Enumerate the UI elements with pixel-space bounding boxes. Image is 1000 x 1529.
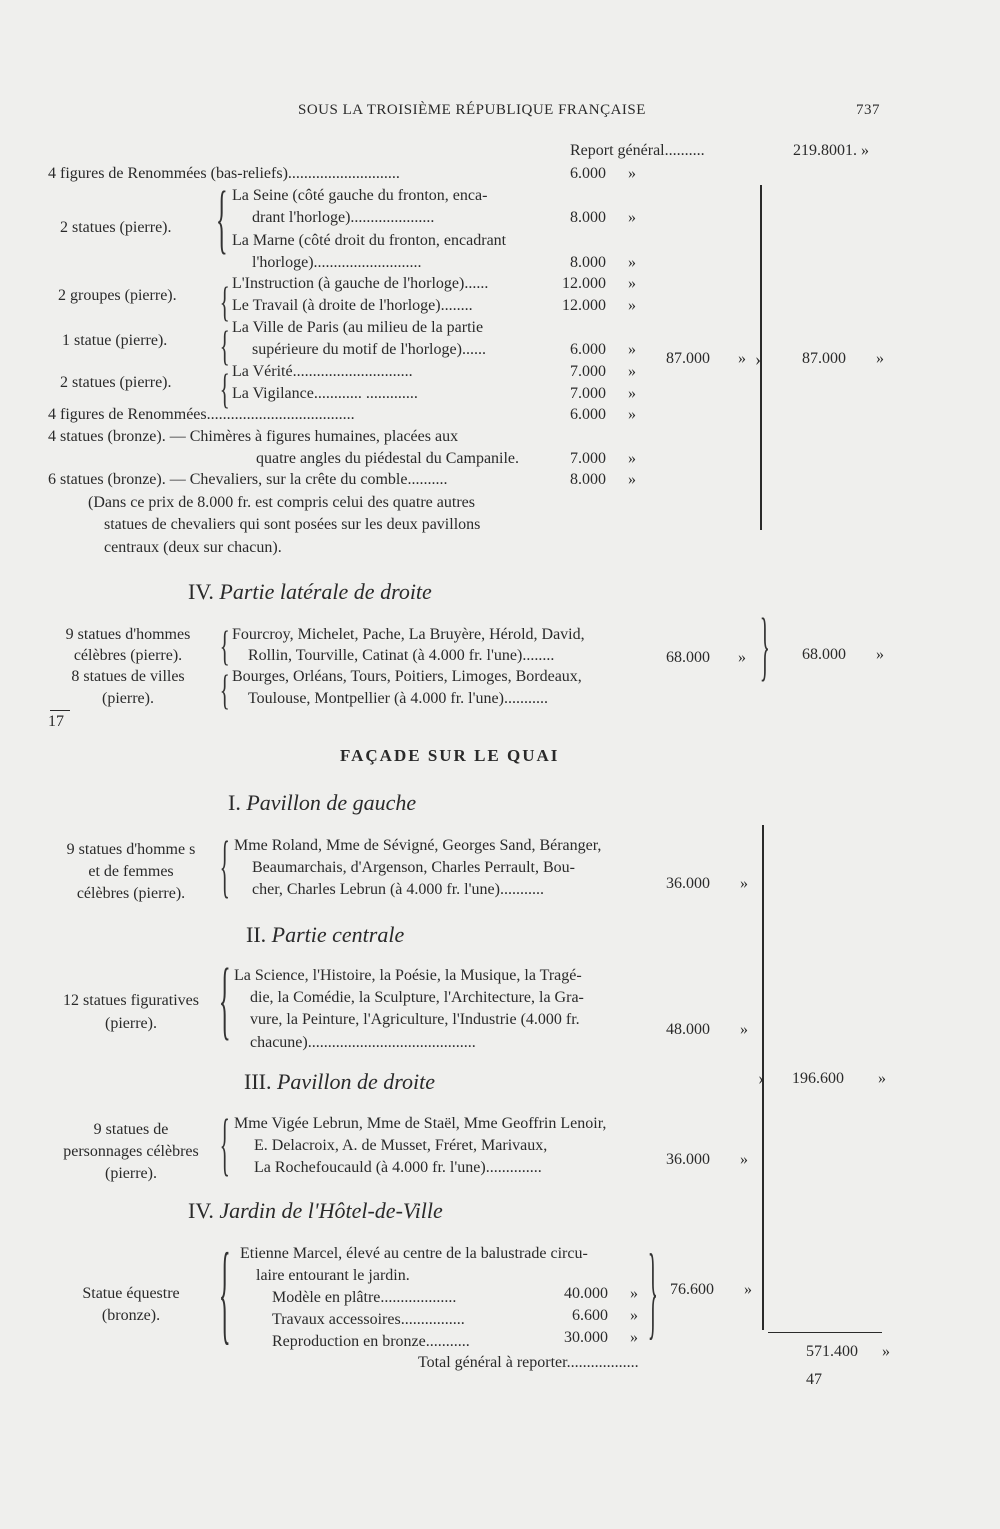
entry-line: laire entourant le jardin. — [256, 1267, 410, 1284]
brace-icon: { — [759, 604, 770, 689]
entry-mark: » — [628, 209, 636, 226]
entry-mark: » — [628, 363, 636, 380]
subtotal-mark: » — [740, 1151, 748, 1168]
footnote-mark: 47 — [806, 1371, 822, 1388]
entry-line: Reproduction en bronze........... — [272, 1333, 470, 1350]
entry-value: 40.000 — [564, 1285, 608, 1302]
group-label: et de femmes — [88, 863, 174, 880]
brace-icon: { — [219, 366, 230, 413]
entry-mark: » — [628, 165, 636, 182]
entry-line: Beaumarchais, d'Argenson, Charles Perrault, Bou- — [252, 859, 575, 876]
group-label: 2 statues (pierre). — [60, 374, 172, 391]
entry-value: 7.000 — [570, 363, 606, 380]
report-label: Report général.......... — [570, 142, 705, 159]
group-label: (pierre). — [105, 1165, 157, 1182]
total-mark: » — [876, 646, 884, 663]
running-header: SOUS LA TROISIÈME RÉPUBLIQUE FRANÇAISE — [298, 102, 646, 118]
entry-line: Travaux accessoires................ — [272, 1311, 465, 1328]
entry-line: Mme Vigée Lebrun, Mme de Staël, Mme Geoffrin Lenoir, — [234, 1115, 607, 1132]
grand-total-value: 571.400 — [806, 1343, 858, 1360]
entry-line: Modèle en plâtre................... — [272, 1289, 457, 1306]
entry-mark: » — [628, 341, 636, 358]
entry-value: 12.000 — [562, 275, 606, 292]
brace-icon: { — [219, 667, 230, 714]
group-label: Statue équestre — [82, 1285, 180, 1302]
group-label: 9 statues d'hommes — [65, 626, 191, 643]
entry-mark: » — [628, 471, 636, 488]
section-heading: IV. Partie latérale de droite — [188, 579, 432, 604]
entry-line: Mme Roland, Mme de Sévigné, Georges Sand, Béranger, — [234, 837, 602, 854]
entry-mark: » — [628, 275, 636, 292]
section-heading: II. Partie centrale — [246, 922, 405, 947]
group-label: 9 statues d'homme s — [66, 841, 196, 858]
entry-line: 4 statues (bronze). — Chimères à figures humaines, placées aux — [48, 428, 459, 445]
entry-value: 6.000 — [570, 406, 606, 423]
brace-icon: { — [219, 623, 230, 670]
main-heading: FAÇADE SUR LE QUAI — [340, 746, 560, 765]
entry-line: Bourges, Orléans, Tours, Poitiers, Limoges, Bordeaux, — [232, 668, 582, 685]
entry-value: 6.000 — [570, 165, 606, 182]
entry-mark: » — [628, 385, 636, 402]
group-label: personnages célèbres — [63, 1143, 199, 1160]
brace-icon: { — [219, 828, 230, 905]
entry-line: chacune).......................................... — [250, 1034, 476, 1051]
group-label: (pierre). — [102, 690, 154, 707]
report-value: 219.8001. » — [793, 142, 869, 159]
total-mark: » — [878, 1070, 886, 1087]
group-label: 9 statues de — [93, 1121, 169, 1138]
entry-value: 12.000 — [562, 297, 606, 314]
entry-value: 7.000 — [570, 450, 606, 467]
entry-mark: » — [628, 406, 636, 423]
subtotal-mark: » — [744, 1281, 752, 1298]
group-label: (bronze). — [101, 1307, 161, 1324]
group-label: (pierre). — [105, 1015, 157, 1032]
subtotal-mark: » — [740, 1021, 748, 1038]
footnote-mark: 17 — [48, 713, 64, 730]
entry-value: 8.000 — [570, 209, 606, 226]
entry-mark: » — [630, 1285, 638, 1302]
entry-value: 6.000 — [570, 341, 606, 358]
page-number: 737 — [856, 102, 880, 118]
entry-value: 8.000 — [570, 254, 606, 271]
group-label: célèbres (pierre). — [76, 885, 186, 902]
brace-icon: { — [219, 323, 230, 370]
subtotal-mark: » — [740, 875, 748, 892]
note-line: centraux (deux sur chacun). — [104, 539, 282, 556]
entry-line: die, la Comédie, la Sculpture, l'Architecture, la Gra- — [250, 989, 584, 1006]
entry-line: Le Travail (à droite de l'horloge)........ — [232, 297, 473, 314]
entry-value: 30.000 — [564, 1329, 608, 1346]
group-label: 2 statues (pierre). — [60, 219, 172, 236]
subtotal-value: 87.000 — [666, 350, 710, 367]
group-label: célèbres (pierre). — [73, 647, 183, 664]
subtotal-value: 36.000 — [666, 875, 710, 892]
grand-total-label: Total général à reporter.................. — [418, 1354, 639, 1371]
entry-line: L'Instruction (à gauche de l'horloge)...... — [232, 275, 489, 292]
section-heading: III. Pavillon de droite — [244, 1069, 436, 1094]
brace-icon: { — [215, 177, 228, 262]
entry-mark: » — [628, 297, 636, 314]
subtotal-value: 68.000 — [666, 649, 710, 666]
entry-line: La Marne (côté droit du fronton, encadrant — [232, 232, 507, 249]
bracket-point-icon: › — [755, 349, 761, 369]
entry-line: l'horloge)........................... — [252, 254, 422, 271]
footnote-rule — [50, 710, 70, 711]
entry-line: E. Delacroix, A. de Musset, Fréret, Marivaux, — [254, 1137, 548, 1154]
section-heading: I. Pavillon de gauche — [228, 790, 417, 815]
bracket-point-icon: › — [758, 1068, 764, 1088]
entry-line: vure, la Peinture, l'Agriculture, l'Industrie (4.000 fr. — [250, 1011, 580, 1028]
entry-line: supérieure du motif de l'horloge)...... — [252, 341, 486, 358]
entry-value: 8.000 — [570, 471, 606, 488]
subtotal-value: 36.000 — [666, 1151, 710, 1168]
entry-line: La Vérité.............................. — [232, 363, 413, 380]
total-mark: » — [876, 350, 884, 367]
total-value: 87.000 — [802, 350, 846, 367]
entry-line: cher, Charles Lebrun (à 4.000 fr. l'une)........... — [252, 881, 544, 898]
subtotal-value: 48.000 — [666, 1021, 710, 1038]
entry-line: drant l'horloge)..................... — [252, 209, 435, 226]
group-label: 1 statue (pierre). — [62, 332, 168, 349]
group-label: 12 statues figuratives — [63, 992, 199, 1009]
note-line: statues de chevaliers qui sont posées sur les deux pavillons — [104, 516, 481, 533]
entry-line: La Vigilance............ ............. — [232, 385, 418, 402]
entry-mark: » — [630, 1307, 638, 1324]
total-rule — [768, 1332, 882, 1333]
note-line: (Dans ce prix de 8.000 fr. est compris celui des quatre autres — [88, 494, 475, 511]
entry-mark: » — [628, 450, 636, 467]
entry-line: La Science, l'Histoire, la Poésie, la Musique, la Tragé- — [234, 967, 582, 984]
brace-icon: { — [218, 952, 231, 1049]
entry-line: Rollin, Tourville, Catinat (à 4.000 fr. l'une)........ — [248, 647, 555, 664]
entry-line: quatre angles du piédestal du Campanile. — [256, 450, 520, 467]
entry-line: Fourcroy, Michelet, Pache, La Bruyère, Hérold, David, — [232, 626, 585, 643]
entry-mark: » — [630, 1329, 638, 1346]
brace-icon: { — [219, 279, 230, 326]
entry-mark: » — [628, 254, 636, 271]
brace-icon: { — [218, 1232, 231, 1356]
entry-line: La Seine (côté gauche du fronton, enca- — [232, 187, 488, 204]
brace-icon: { — [647, 1234, 658, 1350]
grand-total-mark: » — [882, 1343, 890, 1360]
group-label: 8 statues de villes — [71, 668, 185, 685]
subtotal-value: 76.600 — [670, 1281, 714, 1298]
subtotal-mark: » — [738, 350, 746, 367]
entry-line: Etienne Marcel, élevé au centre de la balustrade circu- — [240, 1245, 588, 1262]
entry-value: 6.600 — [572, 1307, 608, 1324]
total-value: 68.000 — [802, 646, 846, 663]
entry-line: La Ville de Paris (au milieu de la partie — [232, 319, 484, 336]
group-label: 2 groupes (pierre). — [58, 287, 177, 304]
entry-line: La Rochefoucauld (à 4.000 fr. l'une).............. — [254, 1159, 542, 1176]
section-heading: IV. Jardin de l'Hôtel-de-Ville — [188, 1198, 443, 1223]
entry-value: 7.000 — [570, 385, 606, 402]
brace-icon: { — [219, 1106, 230, 1183]
entry-line: Toulouse, Montpellier (à 4.000 fr. l'une)........... — [248, 690, 548, 707]
subtotal-mark: » — [738, 649, 746, 666]
entry-line: 6 statues (bronze). — Chevaliers, sur la crête du comble.......... — [48, 471, 448, 488]
entry-line: 4 figures de Renommées..................................... — [48, 406, 355, 423]
entry-line: 4 figures de Renommées (bas-reliefs)............................ — [48, 165, 400, 182]
total-value: 196.600 — [792, 1070, 844, 1087]
